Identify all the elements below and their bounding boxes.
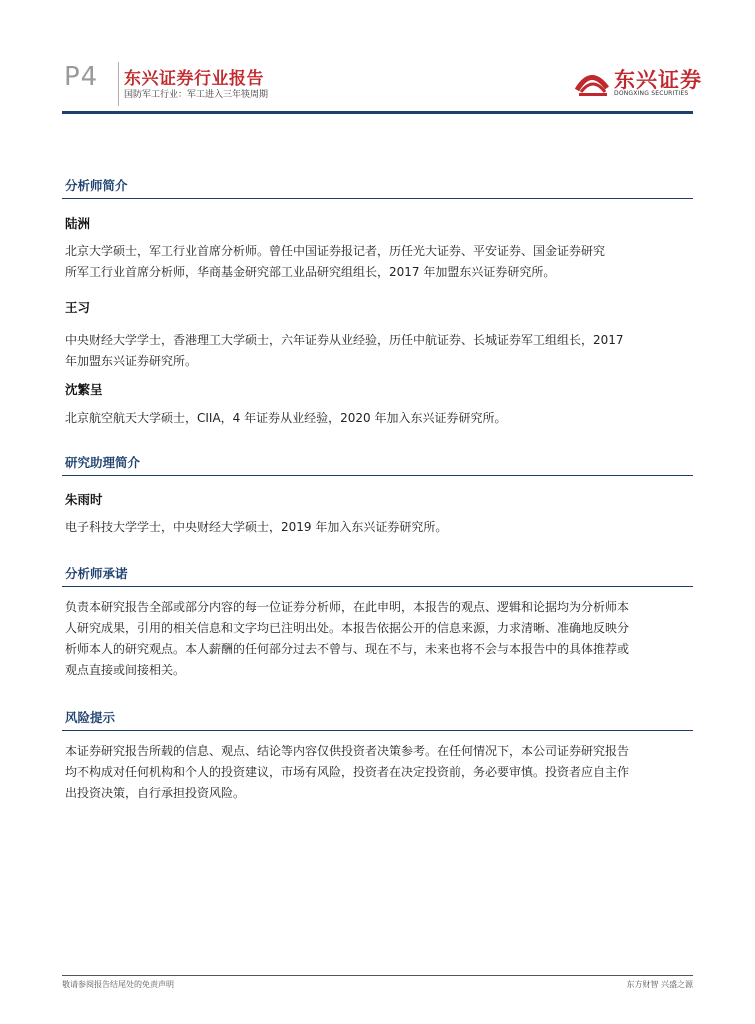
risk-section [62, 708, 693, 731]
analyst-bio: 中央财经大学学士，香港理工大学硕士，六年证券从业经验，历任中航证券、长城证券军工组组长，2017 年加盟东兴证券研究所。 [65, 333, 624, 368]
analysts-section [62, 176, 693, 199]
risk-text: 本证券研究报告所载的信息、观点、结论等内容仅供投资者决策参考。在任何情况下，本公司证券研究报告 均不构成对任何机构和个人的投资建议，市场有风险，投资者在决定投资前，务必要审慎。投资者应自主作 出投资决策，自行承担投资风险。 [65, 744, 630, 800]
page-number: P4 [64, 62, 99, 92]
assistant-bio: 电子科技大学学士，中央财经大学硕士，2019 年加入东兴证券研究所。 [65, 520, 448, 534]
analyst-bio: 北京航空航天大学硕士，CIIA，4 年证券从业经验，2020 年加入东兴证券研究所。 [65, 411, 507, 425]
risk-section-title: 风险提示 [62, 708, 693, 731]
header-rule [62, 111, 693, 114]
commitment-section [62, 564, 693, 587]
analyst-name: 沈繁呈 [65, 382, 103, 397]
analyst-name: 陆洲 [65, 216, 91, 231]
assistant-name: 朱雨时 [65, 492, 103, 507]
analysts-section-title: 分析师简介 [62, 176, 693, 199]
footer-rule [62, 975, 693, 976]
commitment-section-title: 分析师承诺 [62, 564, 693, 587]
report-subtitle: 国防军工行业：军工进入三年筷周期 [124, 90, 269, 100]
analyst-name: 王习 [65, 300, 91, 315]
logo-text: 东兴证券 [614, 68, 702, 92]
report-title: 东兴证券行业报告 [124, 69, 264, 89]
commitment-text: 负责本研究报告全部或部分内容的每一位证券分析师，在此申明，本报告的观点、逻辑和论据均为分析师本 人研究成果，引用的相关信息和文字均已注明出处。本报告依据公开的信息来源，力求清晰、准确地反映分 析师本人的研究观点。本人薪酬的任何部分过去不曾与、现在不与，未来也将不会与本报告中的具体推荐或 观点直接或间接相关。 [65, 600, 630, 677]
footer-disclaimer-note: 敬请参阅报告结尾处的免责声明 [62, 980, 174, 989]
logo-subtext: DONGXING SECURITIES [614, 90, 689, 97]
assistants-section [62, 453, 693, 476]
header-divider [118, 62, 119, 106]
analyst-bio: 北京大学硕士，军工行业首席分析师。曾任中国证券报记者，历任光大证券、平安证券、国金证券研究 所军工行业首席分析师，华商基金研究部工业品研究组组长，2017 年加盟东兴证券研究所。 [65, 244, 606, 279]
footer-slogan: 东方财智 兴盛之源 [626, 980, 693, 989]
assistants-section-title: 研究助理简介 [62, 453, 693, 476]
